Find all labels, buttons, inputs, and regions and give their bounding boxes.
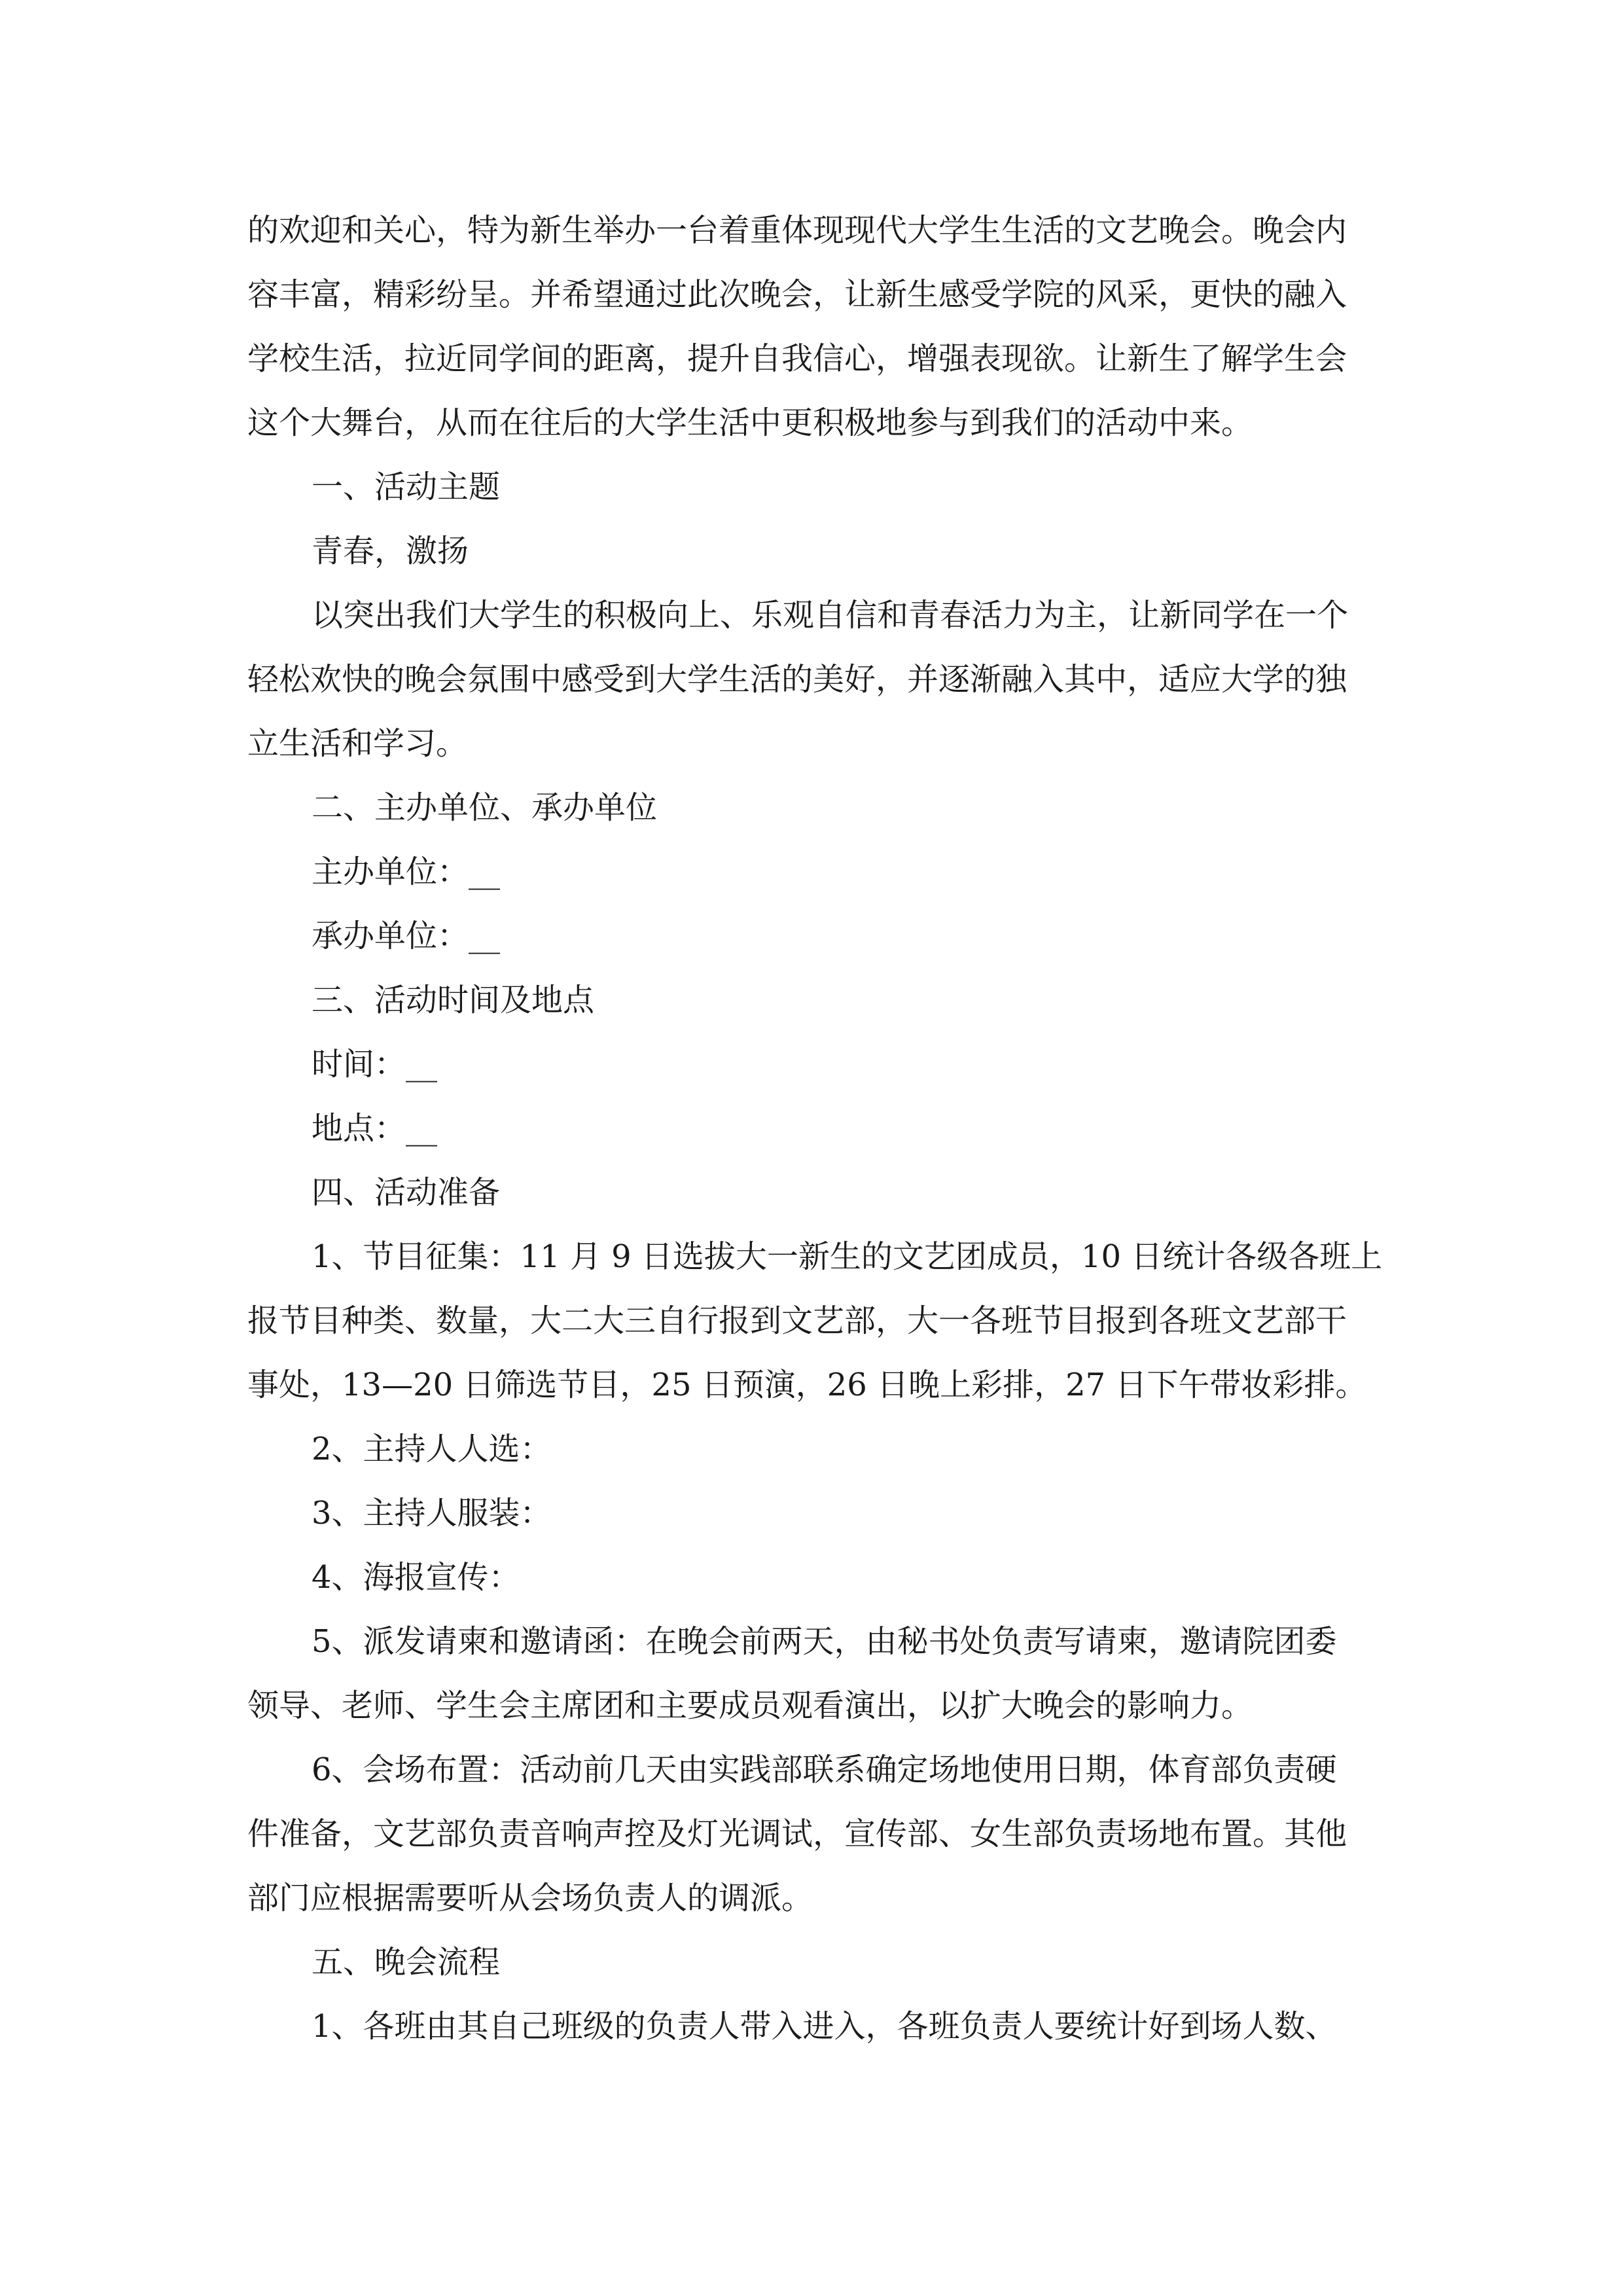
time-line: 时间：__ (312, 1046, 438, 1083)
theme-paragraph-line-1: 以突出我们大学生的积极向上、乐观自信和青春活力为主，让新同学在一个 (312, 597, 1349, 634)
theme-text: 青春，激扬 (312, 533, 469, 569)
prep-item-1-line-2: 报节目种类、数量，大二大三自行报到文艺部，大一各班节目报到各班文艺部干 (247, 1302, 1347, 1339)
prep-item-6-line-2: 件准备，文艺部负责音响声控及灯光调试，宣传部、女生部负责场地布置。其他 (247, 1816, 1347, 1852)
organizer-unit-line: 承办单位：__ (312, 918, 501, 954)
prep-item-2: 2、主持人人选： (312, 1431, 552, 1467)
intro-line-3: 学校生活，拉近同学间的距离，提升自我信心，增强表现欲。让新生了解学生会 (247, 340, 1347, 377)
theme-paragraph-line-2: 轻松欢快的晚会氛围中感受到大学生活的美好，并逐渐融入其中，适应大学的独 (247, 661, 1347, 698)
intro-line-2: 容丰富，精彩纷呈。并希望通过此次晚会，让新生感受学院的风采，更快的融入 (247, 276, 1347, 313)
prep-item-6-line-1: 6、会场布置：活动前几天由实践部联系确定场地使用日期，体育部负责硬 (312, 1751, 1337, 1788)
section-heading-theme: 一、活动主题 (312, 469, 501, 505)
place-line: 地点：__ (312, 1110, 438, 1147)
section-heading-time-place: 三、活动时间及地点 (312, 982, 595, 1018)
intro-line-4: 这个大舞台，从而在往后的大学生活中更积极地参与到我们的活动中来。 (247, 404, 1253, 441)
host-unit-line: 主办单位：__ (312, 853, 501, 890)
prep-item-1-line-3: 事处，13—20 日筛选节目，25 日预演，26 日晚上彩排，27 日下午带妆彩排。 (247, 1367, 1367, 1403)
prep-item-5-line-1: 5、派发请柬和邀请函：在晚会前两天，由秘书处负责写请柬，邀请院团委 (312, 1623, 1337, 1660)
prep-item-1-line-1: 1、节目征集：11 月 9 日选拔大一新生的文艺团成员，10 日统计各级各班上 (312, 1238, 1383, 1275)
flow-item-1-line-1: 1、各班由其自己班级的负责人带入进入，各班负责人要统计好到场人数、 (312, 2008, 1337, 2045)
prep-item-3: 3、主持人服装： (312, 1495, 552, 1532)
prep-item-6-line-3: 部门应根据需要听从会场负责人的调派。 (247, 1880, 813, 1916)
section-heading-organizers: 二、主办单位、承办单位 (312, 789, 658, 826)
intro-line-1: 的欢迎和关心，特为新生举办一台着重体现现代大学生生活的文艺晚会。晚会内 (247, 212, 1347, 249)
prep-item-5-line-2: 领导、老师、学生会主席团和主要成员观看演出，以扩大晚会的影响力。 (247, 1687, 1253, 1724)
prep-item-4: 4、海报宣传： (312, 1559, 520, 1596)
section-heading-program-flow: 五、晚会流程 (312, 1944, 501, 1981)
theme-paragraph-line-3: 立生活和学习。 (247, 725, 468, 762)
section-heading-preparation: 四、活动准备 (312, 1174, 501, 1211)
